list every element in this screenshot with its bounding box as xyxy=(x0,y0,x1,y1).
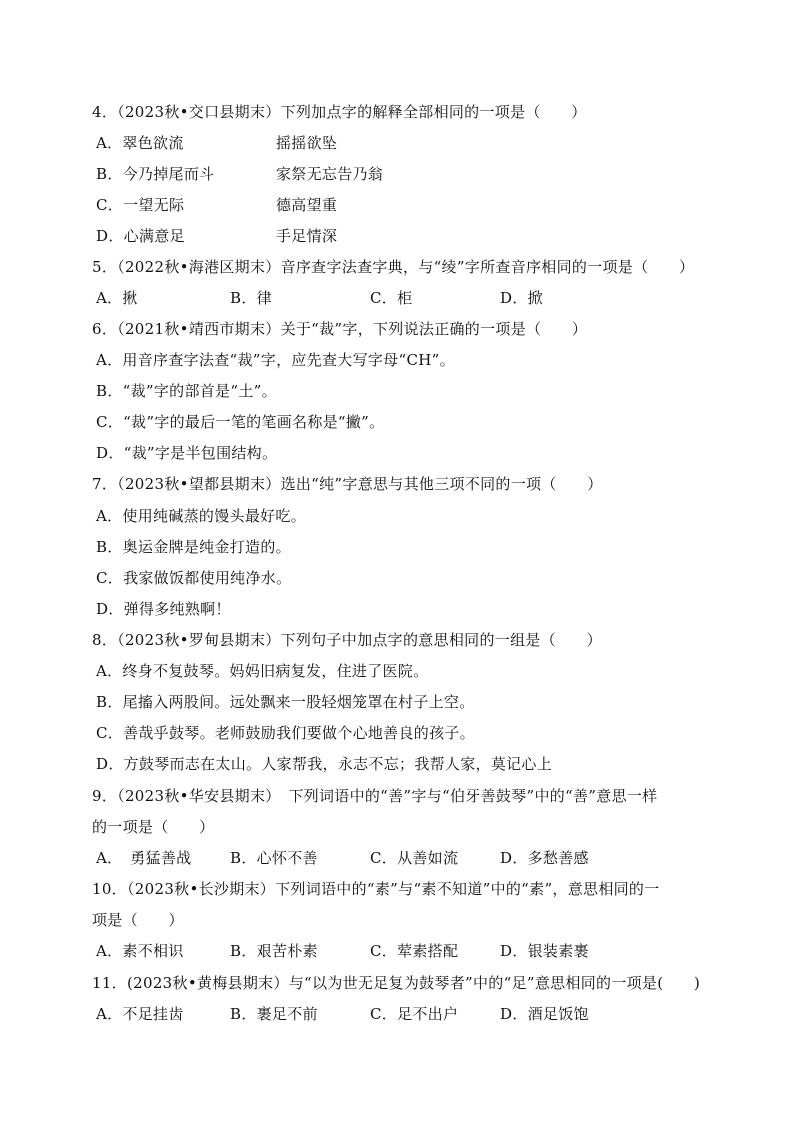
question-11-option-c: C．足不出户 xyxy=(370,1005,459,1023)
question-5-option-a: A．揪 xyxy=(96,289,138,307)
question-4-option-c-pair: 德高望重 xyxy=(276,196,338,214)
question-7-stem: 7．（2023秋•望都县期末）选出“纯”字意思与其他三项不同的一项（ ） xyxy=(92,475,603,493)
question-11-option-d: D．酒足饭饱 xyxy=(500,1005,589,1023)
question-5-option-b: B．律 xyxy=(230,289,272,307)
question-7-option-d: D．弹得多纯熟啊！ xyxy=(96,600,231,618)
question-11-option-a: A．不足挂齿 xyxy=(96,1005,184,1023)
question-11-option-b: B．裹足不前 xyxy=(230,1005,318,1023)
question-6-option-a: A．用音序查字法查“裁”字，应先查大写字母“CH”。 xyxy=(96,351,455,369)
question-5-option-c: C．柜 xyxy=(370,289,413,307)
question-9-option-c: C．从善如流 xyxy=(370,849,459,867)
question-9-stem: 9．（2023秋•华安县期末） 下列词语中的“善”字与“伯牙善鼓琴”中的“善”意思一样 xyxy=(92,787,658,805)
question-7-option-a: A．使用纯碱蒸的馒头最好吃。 xyxy=(96,507,307,525)
question-6-stem: 6．（2021秋•靖西市期末）关于“裁”字，下列说法正确的一项是（ ） xyxy=(92,320,588,338)
question-4-option-a: A．翠色欲流 xyxy=(96,134,184,152)
question-7-option-c: C．我家做饭都使用纯净水。 xyxy=(96,569,292,587)
question-4-option-b-pair: 家祭无忘告乃翁 xyxy=(276,165,384,183)
question-5-option-d: D．掀 xyxy=(500,289,543,307)
question-8-stem: 8．（2023秋•罗甸县期末）下列句子中加点字的意思相同的一组是（ ） xyxy=(92,631,602,649)
question-9-option-d: D．多愁善感 xyxy=(500,849,589,867)
question-10-option-b: B．艰苦朴素 xyxy=(230,942,318,960)
question-4-option-b: B．今乃掉尾而斗 xyxy=(96,165,215,183)
question-8-option-d: D．方鼓琴而志在太山。人家帮我，永志不忘；我帮人家，莫记心上 xyxy=(96,755,553,773)
question-6-option-c: C．“裁”字的最后一笔的笔画名称是“撇”。 xyxy=(96,413,385,431)
question-4-option-a-pair: 摇摇欲坠 xyxy=(276,134,338,152)
question-9-option-a: A． 勇猛善战 xyxy=(96,849,192,867)
question-9-stem-continuation: 的一项是（ ） xyxy=(92,818,215,836)
question-8-option-a: A．终身不复鼓琴。妈妈旧病复发，住进了医院。 xyxy=(96,662,429,680)
question-10-option-d: D．银装素裹 xyxy=(500,942,589,960)
question-8-option-c: C．善哉乎鼓琴。老师鼓励我们要做个心地善良的孩子。 xyxy=(96,724,475,742)
question-6-option-b: B．“裁”字的部首是“土”。 xyxy=(96,382,277,400)
question-10-stem: 10．（2023秋•长沙期末）下列词语中的“素”与“素不知道”中的“素”，意思相同的一 xyxy=(92,880,660,898)
question-11-stem: 11．(2023秋•黄梅县期末）与“以为世无足复为鼓琴者”中的“足”意思相同的一项是( ) xyxy=(92,974,701,992)
question-4-option-d: D．心满意足 xyxy=(96,227,185,245)
question-4-option-d-pair: 手足情深 xyxy=(276,227,338,245)
question-6-option-d: D．“裁”字是半包围结构。 xyxy=(96,444,278,462)
question-7-option-b: B．奥运金牌是纯金打造的。 xyxy=(96,538,291,556)
question-8-option-b: B．尾搐入两股间。远处飘来一股轻烟笼罩在村子上空。 xyxy=(96,693,475,711)
question-10-option-a: A．素不相识 xyxy=(96,942,184,960)
question-10-option-c: C．荤素搭配 xyxy=(370,942,459,960)
question-10-stem-continuation: 项是（ ） xyxy=(92,911,184,929)
question-5-stem: 5．（2022秋•海港区期末）音序查字法查字典，与“绫”字所查音序相同的一项是（ ） xyxy=(92,258,695,276)
question-9-option-b: B．心怀不善 xyxy=(230,849,318,867)
question-4-option-c: C．一望无际 xyxy=(96,196,185,214)
question-4-stem: 4．（2023秋•交口县期末）下列加点字的解释全部相同的一项是（ ） xyxy=(92,103,587,121)
